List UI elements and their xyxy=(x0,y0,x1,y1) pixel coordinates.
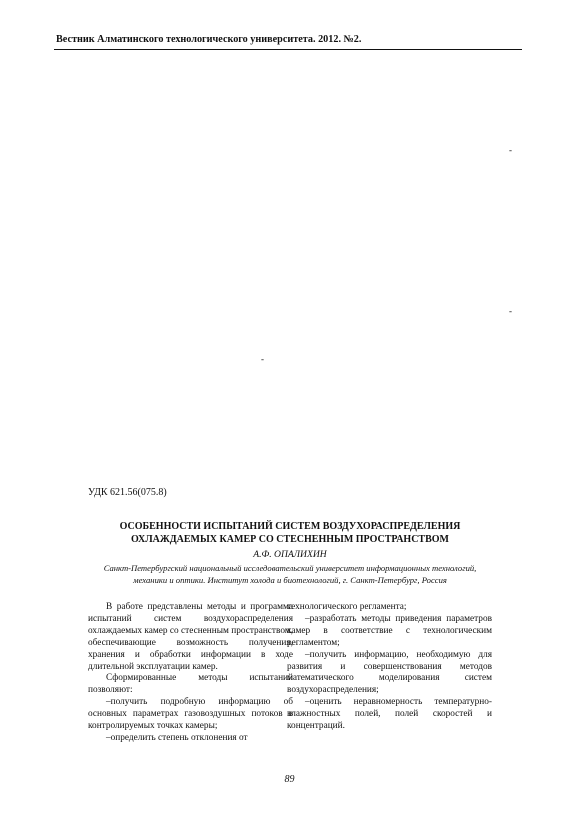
udk-code: УДК 621.56(075.8) xyxy=(88,487,167,498)
body-paragraph: технологического регламента; xyxy=(287,602,407,612)
journal-header: Вестник Алматинского технологического университета. 2012. №2. xyxy=(56,34,362,45)
body-column-left xyxy=(88,602,293,745)
article-title xyxy=(60,521,520,546)
article-title-line: ОХЛАЖДАЕМЫХ КАМЕР СО СТЕСНЕННЫМ ПРОСТРАНСТВОМ xyxy=(131,533,449,545)
list-item: –получить информацию, необходимую для развития и совершенствования методов математического моделирования систем воздухораспределения; xyxy=(287,649,492,696)
body-paragraph: В работе представлены методы и программа испытаний систем воздухораспределения охлаждаемых камер со стесненным пространством, обеспечивающие возможность получения, хранения и обработки информации в ходе длительной эксплуатации камер. xyxy=(88,602,293,672)
affiliation-line: Санкт-Петербургский национальный исследовательский университет информационных технологий, xyxy=(103,563,477,573)
article-title-line: ОСОБЕННОСТИ ИСПЫТАНИЙ СИСТЕМ ВОЗДУХОРАСПРЕДЕЛЕНИЯ xyxy=(119,521,461,532)
header-rule xyxy=(54,49,522,50)
stray-dash-mark: - xyxy=(261,354,264,364)
stray-dash-mark: - xyxy=(509,306,512,316)
body-paragraph: Сформированные методы испытаний позволяют: xyxy=(88,673,293,696)
stray-dash-mark: - xyxy=(509,145,512,155)
list-item: –оценить неравномерность температурно-влажностных полей, полей скоростей и концентраций. xyxy=(287,697,492,732)
list-item: –получить подробную информацию об основных параметрах газовоздушных потоков в контролируемых точках камеры; xyxy=(88,697,293,732)
affiliation-line: механики и оптики. Институт холода и биотехнологий, г. Санкт-Петербург, Россия xyxy=(133,574,447,585)
list-item: –определить степень отклонения от xyxy=(106,732,248,743)
body-column-right xyxy=(287,602,492,733)
author-affiliation xyxy=(60,563,520,586)
page-number: 89 xyxy=(284,774,295,785)
author-name: А.Ф. ОПАЛИХИН xyxy=(253,549,327,560)
list-item: –разработать методы приведения параметров камер в соответствие с технологическим регламентом; xyxy=(287,613,492,648)
